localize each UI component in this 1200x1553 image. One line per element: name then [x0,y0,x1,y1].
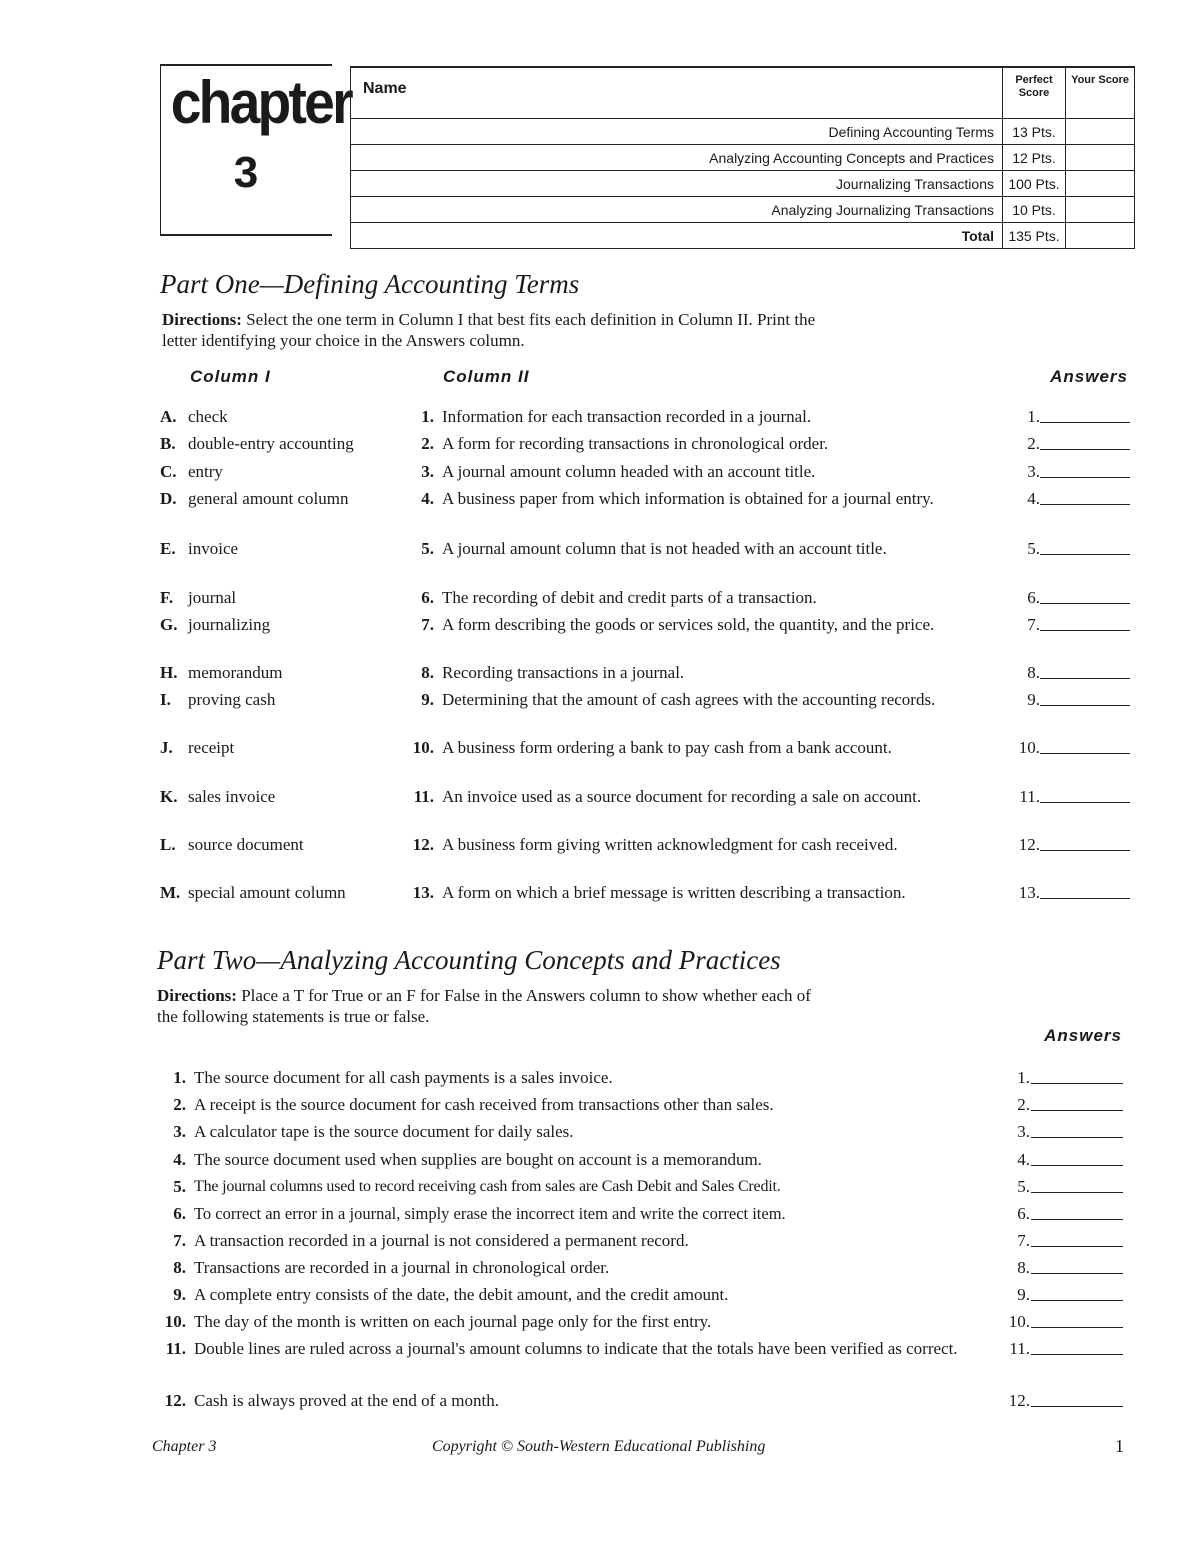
answer-blank[interactable] [1031,1192,1123,1193]
statement-text: The source document for all cash payments is a sales invoice. [194,1068,613,1087]
term: K. sales invoice [160,787,276,806]
statement-text: A transaction recorded in a journal is not considered a permanent record. [194,1231,689,1250]
definition-text: A form for recording transactions in chronological order. [442,434,829,453]
definition-text: A business paper from which information is obtained for a journal entry. [442,489,934,508]
name-label: Name [363,80,407,97]
definition-text: An invoice used as a source document for recording a sale on account. [442,787,922,806]
chapter-word: chapter [170,69,351,136]
your-score-header: Your Score [1066,67,1135,119]
score-row-label: Journalizing Transactions [351,171,1003,197]
term: L. source document [160,835,304,854]
answer-blank[interactable] [1031,1219,1123,1220]
perfect-score-header: Perfect Score [1003,67,1066,119]
answer-blank[interactable] [1031,1137,1123,1138]
definition-text: Information for each transaction recorded in a journal. [442,407,812,426]
score-row-points: 12 Pts. [1003,145,1066,171]
footer-chapter: Chapter 3 [152,1438,217,1455]
answer-blank[interactable] [1031,1273,1123,1274]
answers-header: Answers [1050,367,1128,386]
part-two-list: 1. The source document for all cash payments is a sales invoice. 1. 2. A receipt is the source document for cash received from transactions other than sales. 2. 3. A calculator tape is the source document for daily sales. 3. 4. The source document used when supplies are bought on account is a memorandum. 4. 5. The journal columns used to record receiving cash from sales are Cash Debit and Sales Credit. 5. 6. To correct an error in a journal, simply erase the incorrect item and write the correct item. 6. 7. A transaction recorded in a journal is not considered a permanent record. 7. 8. Transactions are recorded in a journal in chronological order. 8. 9. A complete entry consists of the date, the debit amount, and the credit amount. 9. 10. The day of the month is written on each journal page only for the first entry. 10. 11. Double lines are ruled across a journal's amount columns to indicate that the totals have been verified as correct. 11. 12. Cash is always proved at the end of a month. 12. [156,0,1156,1553]
statement-text: A receipt is the source document for cash received from transactions other than sales. [194,1095,774,1114]
term: C. entry [160,462,223,481]
definition-text: Determining that the amount of cash agrees with the accounting records. [442,690,936,709]
term: F. journal [160,588,237,607]
chapter-number: 3 [233,148,259,197]
total-points: 135 Pts. [1003,223,1066,249]
answer-blank[interactable] [1031,1327,1123,1328]
statement-text: To correct an error in a journal, simply erase the incorrect item and write the correct item. [194,1204,786,1223]
directions-label: Directions: [157,986,237,1005]
answer-blank[interactable] [1031,1300,1123,1301]
page-number: 1 [1115,1436,1124,1456]
statement-text: Transactions are recorded in a journal in chronological order. [194,1258,610,1277]
total-label: Total [351,223,1003,249]
answers-header: Answers [1044,1026,1122,1045]
score-row-points: 100 Pts. [1003,171,1066,197]
term: J. receipt [160,738,235,757]
directions-label: Directions: [162,310,242,329]
definition-text: A journal amount column that is not headed with an account title. [442,539,887,558]
statement-text: Double lines are ruled across a journal's amount columns to indicate that the totals have been verified as correct. [194,1339,958,1358]
part-one-list: A. check 1. Information for each transaction recorded in a journal. 1. B. double-entry accounting 2. A form for recording transactions in chronological order. 2. C. entry 3. A journal amount column headed with an account title. 3. D. general amount column 4. A business paper from which information is obtained for a journal entry. 4. E. invoice 5. A journal amount column that is not headed with an account title. 5. F. journal 6. The recording of debit and credit parts of a transaction. 6. G. journalizing 7. A form describing the goods or services sold, the quantity, and the price. 7. H. memorandum 8. Recording transactions in a journal. 8. I. proving cash 9. Determining that the amount of cash agrees with the accounting records. 9. J. receipt 10. A business form ordering a bank to pay cash from a bank account. 10. K. sales invoice 11. An invoice used as a source document for recording a sale on account. 11. L. source document 12. A business form giving written acknowledgment for cash received. 12. M. special amount column 13. A form on which a brief message is written describing a transaction. 13. [160,0,1160,1553]
definition-text: A form on which a brief message is written describing a transaction. [442,883,906,902]
statement-text: A complete entry consists of the date, the debit amount, and the credit amount. [194,1285,729,1304]
part-one-title: Part One—Defining Accounting Terms [160,269,580,299]
statement-text: A calculator tape is the source document for daily sales. [194,1122,574,1141]
column-i-header: Column I [190,367,271,386]
score-row-label: Defining Accounting Terms [351,119,1003,145]
score-row-points: 10 Pts. [1003,197,1066,223]
column-ii-header: Column II [443,367,530,386]
definition-text: A business form ordering a bank to pay cash from a bank account. [442,738,892,757]
definition-text: A form describing the goods or services sold, the quantity, and the price. [442,615,935,634]
term: G. journalizing [160,615,271,634]
score-row-label: Analyzing Accounting Concepts and Practices [351,145,1003,171]
term: I. proving cash [160,690,276,709]
definition-text: Recording transactions in a journal. [442,663,685,682]
score-row-points: 13 Pts. [1003,119,1066,145]
directions-text: Select the one term in Column I that best fits each definition in Column II. Print the letter identifying your choice in the Answers column. [162,310,816,350]
statement-text: The day of the month is written on each journal page only for the first entry. [194,1312,712,1331]
statement-text: The journal columns used to record receiving cash from sales are Cash Debit and Sales Credit. [194,1178,781,1195]
answer-blank[interactable] [1031,1110,1123,1111]
answer-blank[interactable] [1031,1246,1123,1247]
directions-text: Place a T for True or an F for False in the Answers column to show whether each of the following statements is true or false. [157,986,811,1026]
answer-blank[interactable] [1031,1083,1123,1084]
definition-text: The recording of debit and credit parts of a transaction. [442,588,817,607]
part-two-title: Part Two—Analyzing Accounting Concepts and Practices [157,945,781,975]
term: H. memorandum [160,663,283,682]
answer-blank[interactable] [1031,1354,1123,1355]
term: E. invoice [160,539,239,558]
term: A. check [160,407,228,426]
term: M. special amount column [160,883,346,902]
statement-text: Cash is always proved at the end of a month. [194,1391,499,1410]
answer-blank[interactable] [1031,1406,1123,1407]
definition-text: A business form giving written acknowledgment for cash received. [442,835,898,854]
term: B. double-entry accounting [160,434,354,453]
score-row-label: Analyzing Journalizing Transactions [351,197,1003,223]
term: D. general amount column [160,489,349,508]
answer-blank[interactable] [1031,1165,1123,1166]
statement-text: The source document used when supplies are bought on account is a memorandum. [194,1150,762,1169]
footer-copyright: Copyright © South-Western Educational Publishing [432,1438,766,1455]
definition-text: A journal amount column headed with an account title. [442,462,816,481]
